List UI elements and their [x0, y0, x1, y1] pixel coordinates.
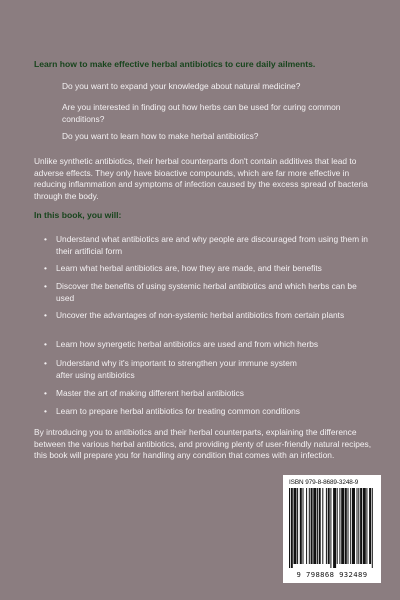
- bullet-marker: •: [44, 263, 47, 273]
- bullet-text: Master the art of making different herbal antibiotics: [56, 388, 244, 398]
- bullet-item: [44, 388, 372, 400]
- bullet-item: [44, 310, 372, 322]
- bullet-text: Learn what herbal antibiotics are, how they are made, and their benefits: [56, 263, 322, 273]
- bullet-item: [44, 406, 372, 418]
- bullet-item: [44, 234, 372, 257]
- bullet-text: Uncover the advantages of non-systemic herbal antibiotics from certain plants: [56, 310, 345, 320]
- bullet-marker: •: [44, 388, 47, 398]
- bullet-item: [44, 339, 372, 351]
- bullet-marker: •: [44, 339, 47, 349]
- barcode-panel: [283, 475, 381, 583]
- bullet-marker: •: [44, 234, 47, 244]
- question-3: Do you want to learn how to make herbal antibiotics?: [62, 131, 259, 141]
- bullet-text: Understand what antibiotics are and why people are discouraged from using them in their artificial form: [56, 234, 368, 256]
- bullet-marker: •: [44, 358, 47, 368]
- question-1: Do you want to expand your knowledge about natural medicine?: [62, 81, 301, 91]
- headline: Learn how to make effective herbal antibiotics to cure daily ailments.: [34, 59, 316, 69]
- bullet-text: Learn how synergetic herbal antibiotics are used and from which herbs: [56, 339, 319, 349]
- bullet-item: [44, 281, 372, 304]
- question-2: Are you interested in finding out how herbs can be used for curing common conditions?: [62, 102, 341, 124]
- closing-paragraph: By introducing you to antibiotics and their herbal counterparts, explaining the difference between the various herbal antibiotics, and providing plenty of user-friendly natural recipes, this book will prepare you for handling any condition that comes with an infection.: [34, 427, 372, 461]
- barcode-icon: [287, 488, 377, 568]
- bullet-marker: •: [44, 281, 47, 291]
- bullet-item: [44, 263, 372, 275]
- bullet-marker: •: [44, 406, 47, 416]
- bullet-text: Understand why it's important to strengthen your immune system after using antibiotics: [56, 358, 297, 380]
- bullet-marker: •: [44, 310, 47, 320]
- barcode-number: 9 798868 932489: [296, 570, 368, 579]
- bullet-text: Discover the benefits of using systemic herbal antibiotics and which herbs can be used: [56, 281, 357, 303]
- isbn-label: ISBN 979-8-8689-3248-9: [289, 479, 359, 486]
- bullet-item: [44, 358, 314, 381]
- bullet-text: Learn to prepare herbal antibiotics for treating common conditions: [56, 406, 300, 416]
- intro-paragraph: Unlike synthetic antibiotics, their herbal counterparts don't contain additives that lead to adverse effects. They only have bioactive compounds, which are far more effective in reducing inflammation and symptoms of infection caused by the excess spread of bacteria through the body.: [34, 156, 368, 201]
- section-subheading: In this book, you will:: [34, 210, 122, 220]
